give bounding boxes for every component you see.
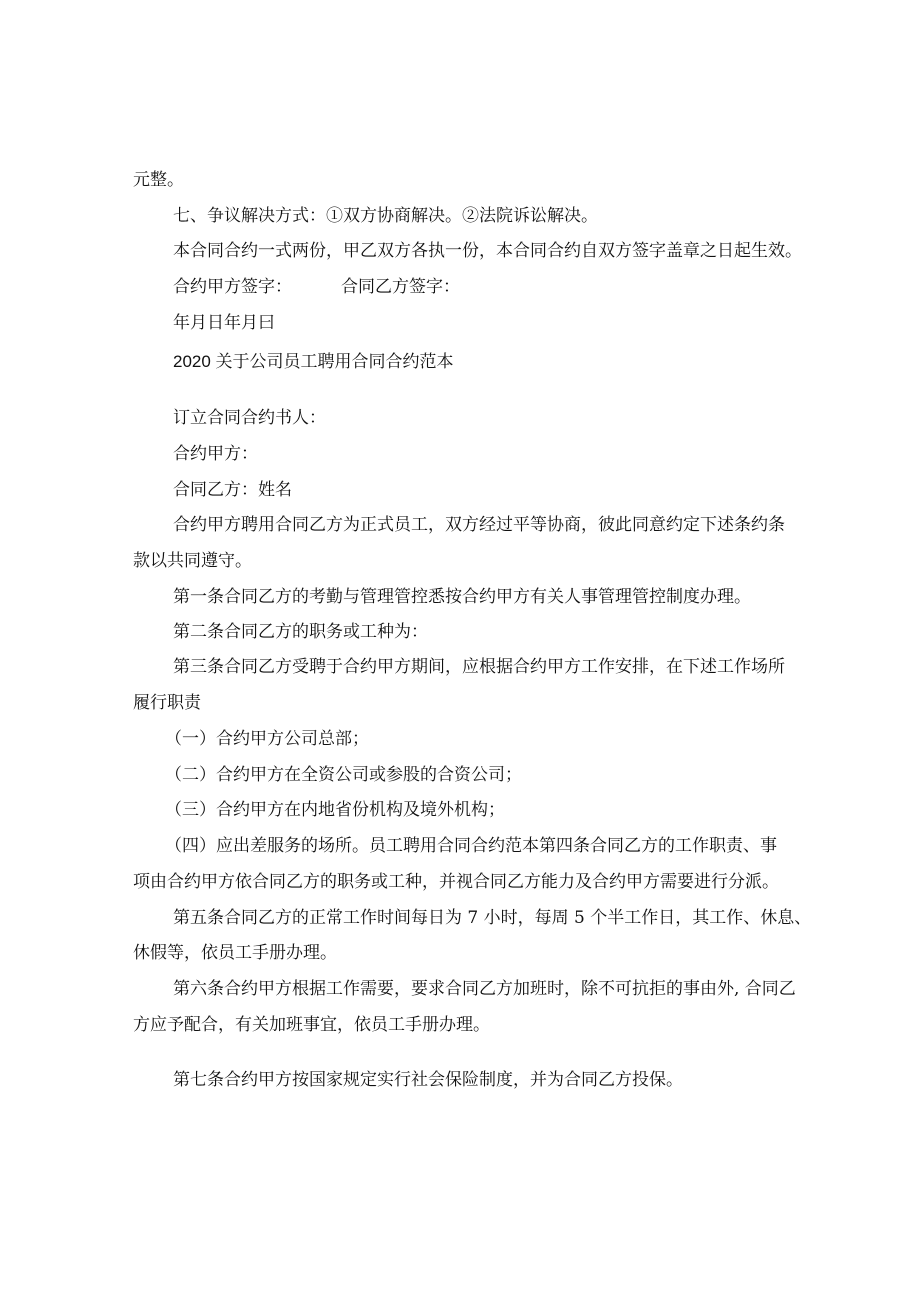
text-line: 合约甲方：: [173, 444, 258, 464]
text-line: 款以共同遵守。: [133, 551, 252, 571]
text-line: （三）合约甲方在内地省份机构及境外机构；: [165, 800, 505, 820]
text-line: 休假等，依员工手册办理。: [133, 943, 337, 963]
document-title: 2020 关于公司员工聘用合同合约范本: [173, 352, 454, 371]
text-line: 第一条合同乙方的考勤与管理管控悉按合约甲方有关人事管理管控制度办理。: [173, 587, 751, 607]
signature-party-a-label: 合约甲方签字：: [173, 277, 292, 297]
text-line: 本合同合约一式两份，甲乙双方各执一份，本合同合约自双方签字盖章之日起生效。: [173, 241, 802, 261]
text-line: 订立合同合约书人：: [173, 408, 326, 428]
text-line: 第六条合约甲方根据工作需要，要求合同乙方加班时，除不可抗拒的事由外, 合同乙: [173, 979, 796, 999]
text-line: 元整。: [133, 170, 184, 190]
text-line: 第三条合同乙方受聘于合约甲方期间，应根据合约甲方工作安排，在下述工作场所: [173, 657, 785, 677]
text-line: 第五条合同乙方的正常工作时间每日为 7 小时，每周 5 个半工作日，其工作、休息、: [173, 908, 812, 928]
text-line: （二）合约甲方在全资公司或参股的合资公司；: [165, 765, 522, 785]
text-line: （一）合约甲方公司总部；: [165, 729, 369, 749]
text-line: 第七条合约甲方按国家规定实行社会保险制度，并为合同乙方投保。: [173, 1070, 683, 1090]
date-line: 年月日年月曰: [173, 313, 275, 333]
text-line: 履行职责: [133, 693, 201, 713]
text-line: 合约甲方聘用合同乙方为正式员工，双方经过平等协商，彼此同意约定下述条约条: [173, 515, 785, 535]
signature-party-b-label: 合同乙方签字：: [341, 277, 460, 297]
text-line: 合同乙方：姓名: [173, 480, 292, 500]
text-line: 方应予配合，有关加班事宜，依员工手册办理。: [133, 1015, 490, 1035]
text-line: 七、争议解决方式：①双方协商解决。②法院诉讼解决。: [173, 206, 598, 226]
text-line: （四）应出差服务的场所。员工聘用合同合约范本第四条合同乙方的工作职责、事: [165, 836, 777, 856]
text-line: 项由合约甲方依合同乙方的职务或工种，并视合同乙方能力及合约甲方需要进行分派。: [133, 872, 779, 892]
text-line: 第二条合同乙方的职务或工种为：: [173, 622, 428, 642]
